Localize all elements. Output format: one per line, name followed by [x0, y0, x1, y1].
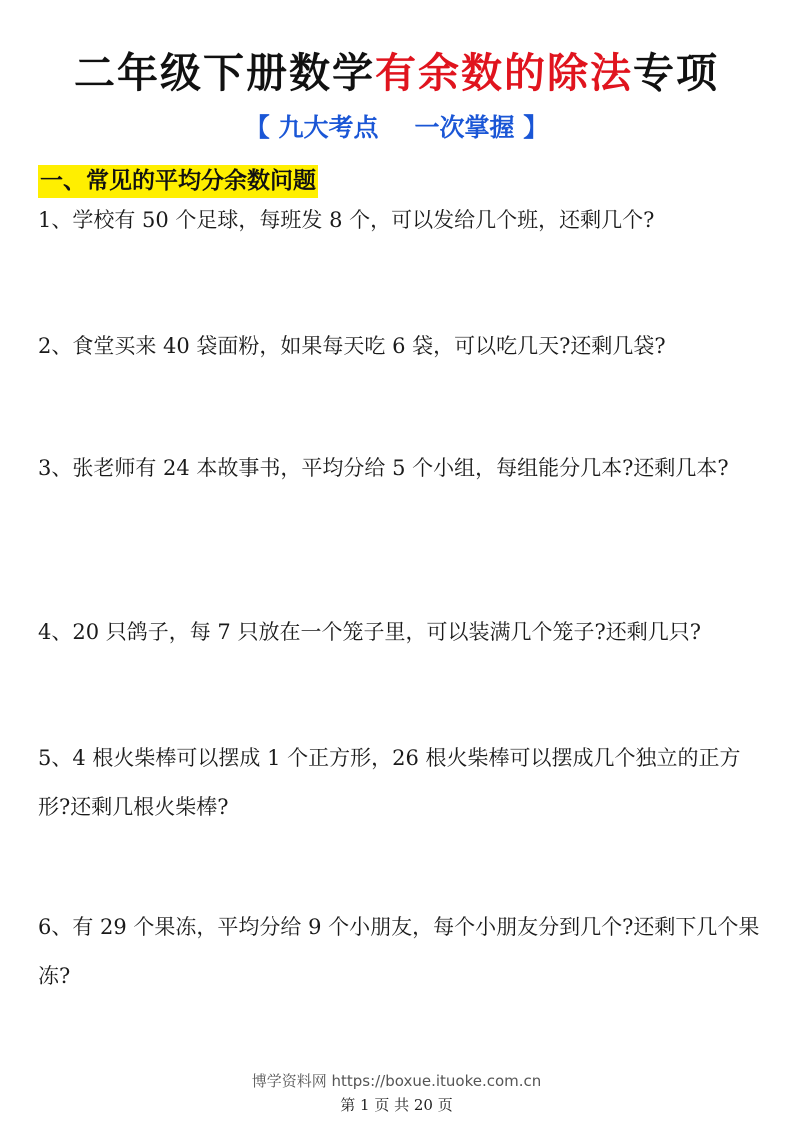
subtitle-left: 【 九大考点: [244, 113, 379, 142]
section-heading: [38, 162, 318, 195]
title-suffix: 专项: [633, 49, 719, 97]
question-3: 3、张老师有 24 本故事书，平均分给 5 个小组，每组能分几本?还剩几本?: [38, 456, 729, 480]
question-1: 1、学校有 50 个足球，每班发 8 个，可以发给几个班，还剩几个?: [38, 208, 655, 232]
question-6: 6、有 29 个果冻，平均分给 9 个小朋友，每个小朋友分到几个?还剩下几个果冻?: [38, 915, 760, 988]
question-5: 5、4 根火柴棒可以摆成 1 个正方形，26 根火柴棒可以摆成几个独立的正方形?还剩几根火柴棒?: [38, 746, 741, 819]
document-subtitle: [0, 108, 793, 144]
title-prefix: 二年级下册数学: [74, 49, 375, 97]
subtitle-right: 一次掌握 】: [414, 113, 549, 142]
document-title: [0, 40, 793, 99]
question-4: 4、20 只鸽子，每 7 只放在一个笼子里，可以装满几个笼子?还剩几只?: [38, 620, 701, 644]
footer-site: 博学资料网 https://boxue.ituoke.com.cn: [251, 1072, 542, 1090]
section-heading-text: 一、常见的平均分余数问题: [38, 165, 318, 198]
question-2: 2、食堂买来 40 袋面粉，如果每天吃 6 袋，可以吃几天?还剩几袋?: [38, 334, 666, 358]
title-highlight: 有余数的除法: [375, 49, 633, 97]
page-number: 第 1 页 共 20 页: [340, 1096, 453, 1114]
